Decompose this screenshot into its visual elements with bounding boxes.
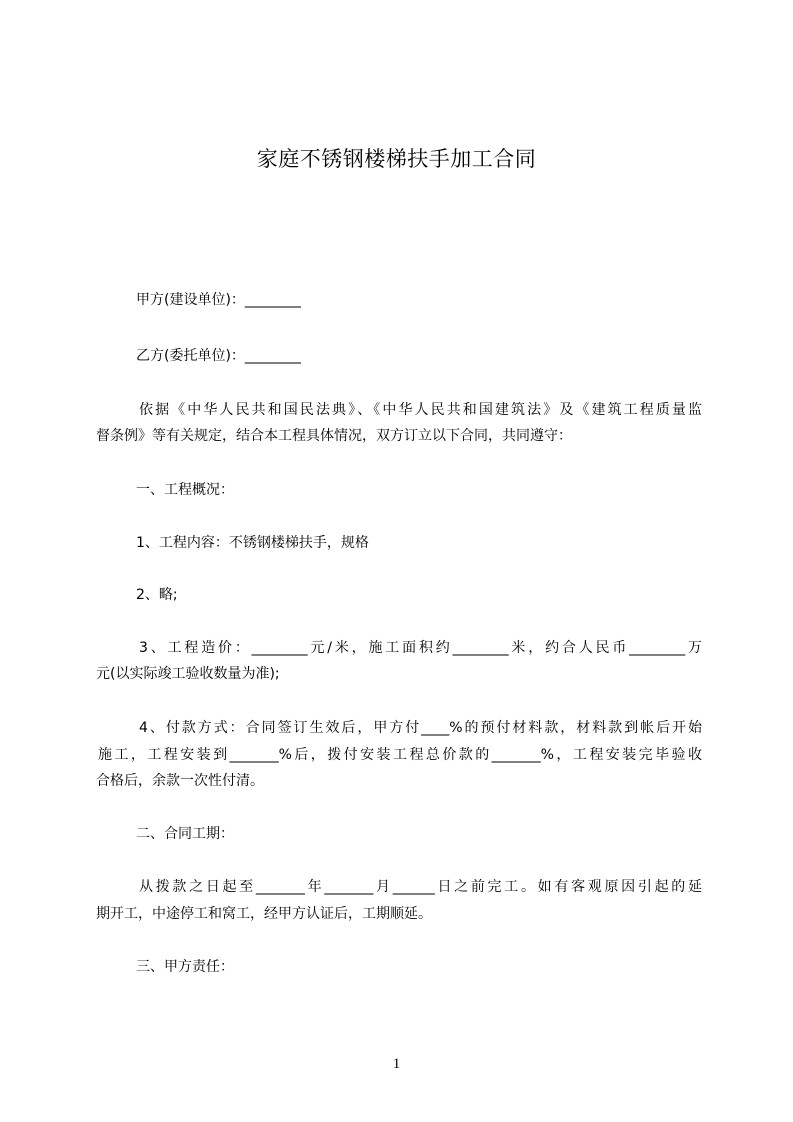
item-3-line-2: 元(以实际竣工验收数量为准); — [96, 666, 280, 682]
section-2-line-2: 期开工，中途停工和窝工，经甲方认证后，工期顺延。 — [96, 906, 432, 922]
section-1-heading: 一、工程概况： — [136, 482, 234, 498]
item-4-line-1: 4、付款方式：合同签订生效后，甲方付____%的预付材料款，材料款到帐后开始 — [139, 720, 702, 736]
item-1: 1、工程内容：不锈钢楼梯扶手，规格 — [136, 535, 369, 551]
preamble-line-1: 依据《中华人民共和国民法典》、《中华人民共和国建筑法》及《建筑工程质量监 — [139, 402, 702, 418]
item-2: 2、略; — [136, 587, 178, 603]
party-a-line: 甲方(建设单位)：________ — [136, 292, 301, 308]
section-2-heading: 二、合同工期： — [136, 826, 234, 842]
party-b-line: 乙方(委托单位)：________ — [136, 348, 301, 364]
item-3-line-1: 3、工程造价：________元/米，施工面积约________米，约合人民币________万 — [139, 640, 702, 656]
section-3-heading: 三、甲方责任： — [136, 959, 234, 975]
page-number: 1 — [392, 1056, 401, 1072]
section-2-line-1: 从拨款之日起至_______年_______月______日之前完工。如有客观原因引起的延 — [139, 879, 702, 895]
preamble-line-2: 督条例》等有关规定，结合本工程具体情况，双方订立以下合同，共同遵守： — [96, 428, 572, 444]
page-title: 家庭不锈钢楼梯扶手加工合同 — [256, 147, 537, 171]
item-4-line-3: 合格后，余款一次性付清。 — [96, 773, 264, 789]
item-4-line-2: 施工，工程安装到_______%后，拨付安装工程总价款的_______%，工程安装完毕验收 — [98, 747, 702, 763]
